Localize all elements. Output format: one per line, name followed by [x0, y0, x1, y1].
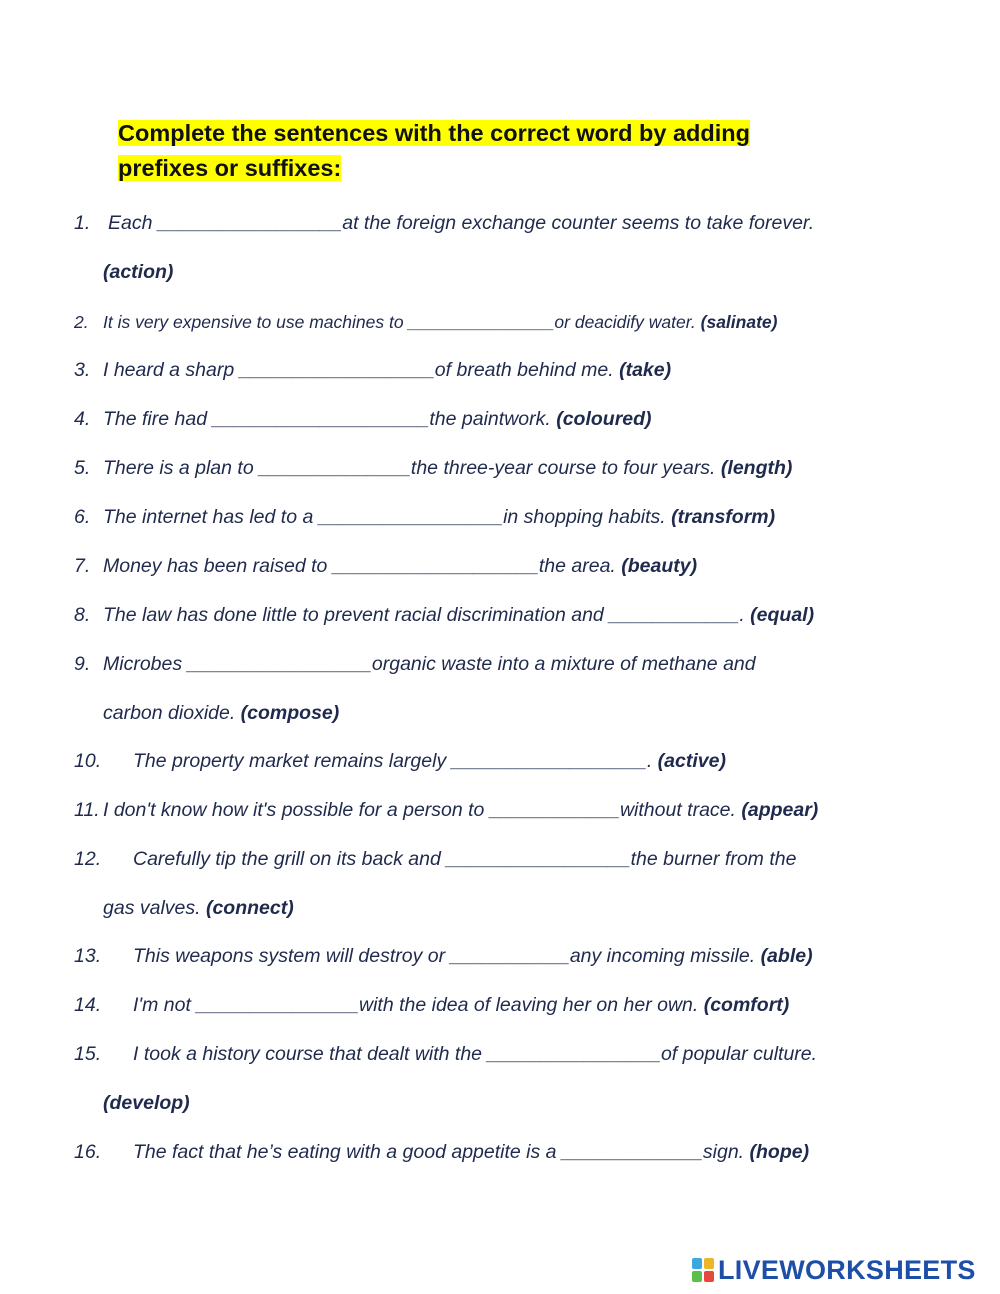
root-word: (length)	[720, 457, 793, 479]
item-number: 12.	[74, 848, 102, 870]
worksheet-title	[118, 116, 838, 186]
sentence-text: Each _________________at the foreign exchange counter seems to take forever.	[108, 212, 815, 234]
item-number: 13.	[74, 945, 102, 967]
sentence-text: gas valves. (connect)	[103, 897, 294, 919]
item-number: 6.	[74, 506, 91, 528]
item-number: 8.	[74, 604, 91, 626]
root-word: (compose)	[240, 702, 340, 724]
root-word: (coloured)	[556, 408, 652, 430]
sentence-text: There is a plan to ______________the three-year course to four years. (length)	[103, 457, 793, 479]
logo-block	[692, 1258, 702, 1269]
sentence-text: I took a history course that dealt with the ________________of popular culture.	[133, 1043, 818, 1065]
sentence-text: I don't know how it's possible for a person to ____________without trace. (appear)	[103, 799, 819, 821]
title-line-2: prefixes or suffixes:	[118, 155, 342, 181]
item-number: 15.	[74, 1043, 102, 1065]
sentence-text: Microbes _________________organic waste into a mixture of methane and	[103, 653, 756, 675]
sentence-text: This weapons system will destroy or ___________any incoming missile. (able)	[133, 945, 813, 967]
logo-block	[692, 1271, 702, 1282]
root-word: (beauty)	[621, 555, 698, 577]
sentence-text: carbon dioxide. (compose)	[103, 702, 340, 724]
item-number: 1.	[74, 212, 91, 234]
root-word: (connect)	[205, 897, 294, 919]
root-word: (develop)	[103, 1092, 190, 1114]
sentence-text: Carefully tip the grill on its back and _________________the burner from the	[133, 848, 797, 870]
item-number: 4.	[74, 408, 91, 430]
liveworksheets-logo	[692, 1254, 976, 1286]
sentence-text: The law has done little to prevent racial discrimination and ____________. (equal)	[103, 604, 815, 626]
item-number: 10.	[74, 750, 102, 772]
sentence-text: I heard a sharp __________________of breath behind me. (take)	[103, 359, 672, 381]
item-number: 2.	[74, 312, 89, 332]
root-word: (action)	[103, 261, 174, 283]
root-word: (transform)	[671, 506, 776, 528]
title-line-1: Complete the sentences with the correct word by adding	[118, 120, 750, 146]
item-number: 16.	[74, 1141, 102, 1163]
item-number: 5.	[74, 457, 91, 479]
root-word: (equal)	[750, 604, 815, 626]
root-word: (appear)	[741, 799, 819, 821]
sentence-text: The fact that he’s eating with a good appetite is a _____________sign. (hope)	[133, 1141, 810, 1163]
sentence-text	[103, 1088, 190, 1118]
root-word: (active)	[657, 750, 726, 772]
item-number: 3.	[74, 359, 91, 381]
sentence-text: The fire had ____________________the paintwork. (coloured)	[103, 408, 652, 430]
sentence-text: I'm not _______________with the idea of leaving her on her own. (comfort)	[133, 994, 790, 1016]
logo-block	[704, 1271, 714, 1282]
root-word: (take)	[619, 359, 672, 381]
item-number: 11.	[74, 799, 100, 821]
sentence-text	[103, 257, 173, 287]
item-number: 7.	[74, 555, 91, 577]
sentence-text: The property market remains largely __________________. (active)	[133, 750, 726, 772]
sentence-text: Money has been raised to ___________________the area. (beauty)	[103, 555, 698, 577]
logo-block	[704, 1258, 714, 1269]
root-word: (salinate)	[700, 312, 778, 332]
sentence-text: It is very expensive to use machines to _______________or deacidify water. (salinate)	[103, 312, 778, 332]
root-word: (comfort)	[703, 994, 790, 1016]
item-number: 14.	[74, 994, 102, 1016]
root-word: (hope)	[749, 1141, 810, 1163]
item-number: 9.	[74, 653, 91, 675]
logo-text: LIVEWORKSHEETS	[718, 1254, 976, 1285]
logo-blocks-icon	[692, 1258, 714, 1282]
sentence-text: The internet has led to a _________________in shopping habits. (transform)	[103, 506, 776, 528]
root-word: (able)	[760, 945, 813, 967]
